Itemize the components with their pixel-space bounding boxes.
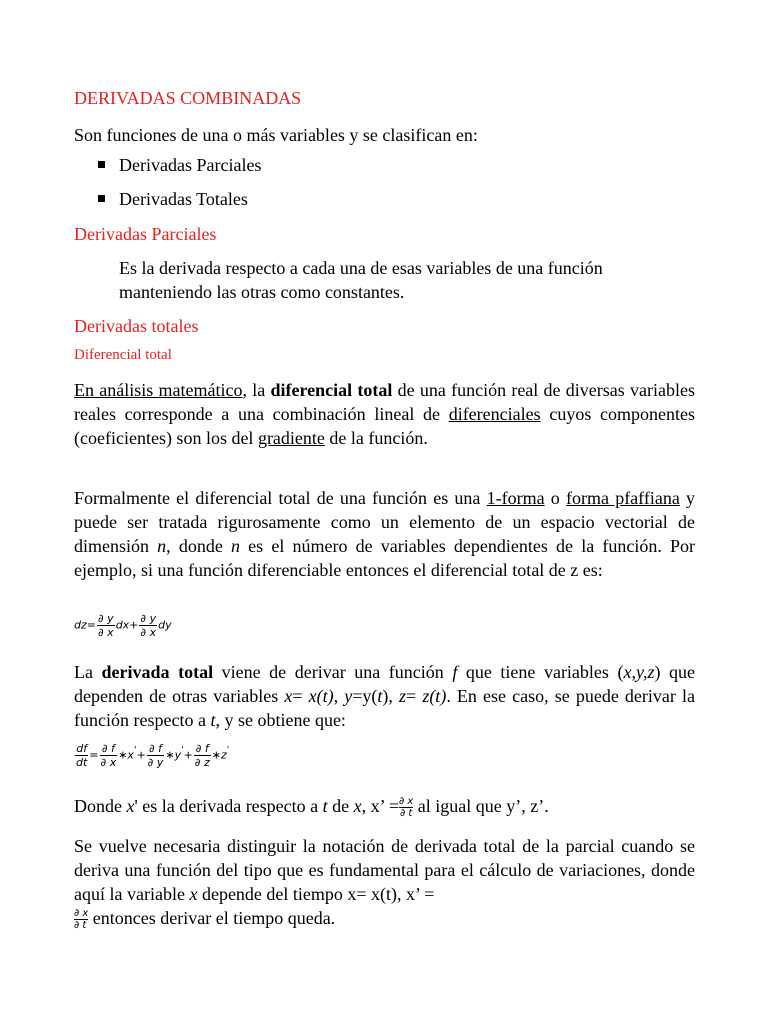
text-run: , y se obtiene que: — [215, 710, 346, 730]
text-run: Formalmente el diferencial total de una función es una — [74, 488, 487, 508]
paragraph-formalmente — [74, 486, 695, 582]
bullet-item — [98, 187, 248, 211]
link-forma-pfaffiana[interactable]: forma pfaffiana — [566, 488, 680, 508]
bold-term: derivada total — [101, 662, 214, 682]
paragraph-se-vuelve — [74, 834, 695, 931]
math-var: n — [231, 536, 240, 556]
text-run: , la — [242, 380, 271, 400]
frac-num: df — [76, 742, 88, 755]
math-var: x — [126, 796, 135, 816]
text-run: Se vuelve necesaria distinguir la notación de derivada total de la parcial cuando se deriva una función del tipo que es fundamental para el cálculo de variaciones, donde aquí la variable — [74, 836, 695, 904]
eq-fraction — [75, 742, 88, 769]
frac-num: ∂ x — [74, 908, 89, 920]
frac-num: ∂ f — [195, 742, 209, 755]
text-run: . En ese caso, se puede derivar la función respecto a — [74, 686, 695, 730]
text-run: ' es la derivada respecto a — [134, 796, 323, 816]
eq-term: ∗y — [165, 748, 182, 762]
math-var: x — [353, 796, 362, 816]
intro-text: Son funciones de una o más variables y se clasifican en: — [74, 125, 478, 145]
frac-num: ∂ f — [100, 742, 118, 756]
link-gradiente[interactable]: gradiente — [257, 428, 325, 448]
math-var: x — [284, 686, 293, 706]
equation-df-dt — [74, 742, 229, 769]
text-run: cuyos componentes (coeficientes) son los del — [74, 404, 695, 448]
text-run: , donde — [166, 536, 231, 556]
text-run: al igual que y’, z’. — [413, 796, 549, 816]
math-var: z — [399, 686, 407, 706]
link-1-forma[interactable]: 1-forma — [486, 488, 545, 508]
text-run: , — [333, 686, 345, 706]
frac-num: ∂ f — [147, 742, 165, 756]
inline-fraction — [74, 908, 88, 931]
bold-term: diferencial total — [270, 380, 393, 400]
frac-den: ∂ x — [140, 626, 157, 639]
text-run: es el número de variables dependientes de la función. Por ejemplo, si una función diferenciable entonces el diferencial total de z es: — [74, 536, 696, 580]
bullet-label: Derivadas Totales — [119, 189, 248, 209]
text-run: , x’ = — [361, 796, 399, 816]
section-heading-parciales: Derivadas Parciales — [74, 224, 217, 244]
math-var: t — [377, 686, 383, 706]
bullet-label: Derivadas Parciales — [119, 155, 262, 175]
frac-den: ∂ t — [74, 920, 87, 932]
eq-sign: + — [136, 748, 146, 762]
eq-fraction — [97, 612, 115, 639]
eq-prime: ' — [133, 745, 137, 756]
text-run: viene de derivar una función — [213, 662, 453, 682]
math-var: z(t) — [422, 686, 447, 706]
eq-prime: ' — [181, 745, 184, 756]
eq-prime: ' — [226, 745, 230, 756]
text-run: = — [406, 686, 423, 706]
inline-fraction — [399, 796, 413, 819]
text-run: entonces derivar el tiempo queda. — [88, 908, 336, 928]
math-var: t — [210, 710, 216, 730]
text-run: Donde — [74, 796, 127, 816]
eq-term: dy — [158, 618, 172, 632]
eq-sign: = — [89, 748, 99, 762]
math-var: t — [322, 796, 328, 816]
math-var: n — [157, 536, 167, 556]
eq-fraction — [139, 612, 157, 639]
text-run: ), — [382, 686, 400, 706]
paragraph-diferencial — [74, 378, 695, 450]
paragraph-donde — [74, 794, 695, 819]
eq-term: ∗z — [211, 748, 227, 762]
math-var: x(t) — [308, 686, 334, 706]
bullet-item — [98, 153, 261, 177]
frac-den: ∂ y — [147, 756, 164, 769]
eq-fraction — [194, 742, 211, 769]
parciales-body: Es la derivada respecto a cada una de esas variables de una función manteniendo las otras como constantes. — [119, 258, 603, 302]
text-run: La — [74, 662, 102, 682]
subheading-diferencial-total: Diferencial total — [74, 347, 172, 363]
eq-sign: + — [183, 748, 193, 762]
math-var: y — [344, 686, 353, 706]
text-run: ) que dependen de otras variables — [74, 662, 696, 706]
text-run: depende del tiempo x= x(t), x’ = — [197, 884, 435, 904]
text-run: o — [544, 488, 567, 508]
page-title: DERIVADAS COMBINADAS — [74, 88, 302, 108]
eq-fraction — [147, 742, 165, 769]
frac-num: ∂ x — [398, 796, 414, 808]
paragraph-derivada-total — [74, 660, 695, 732]
frac-den: ∂ z — [194, 756, 210, 769]
eq-fraction — [100, 742, 118, 769]
section-heading-totales: Derivadas totales — [74, 316, 199, 336]
text-run: y puede ser tratada rigurosamente como un elemento de un espacio vectorial de dimensión — [74, 488, 696, 556]
frac-den: ∂ t — [399, 808, 413, 820]
math-var: x — [189, 884, 198, 904]
math-var: x,y,z — [623, 662, 655, 682]
frac-den: ∂ x — [100, 756, 117, 769]
frac-num: ∂ y — [97, 612, 114, 625]
bullet-square-icon — [98, 161, 105, 168]
text-run: de — [327, 796, 354, 816]
link-diferenciales[interactable]: diferenciales — [448, 404, 541, 424]
frac-num: ∂ y — [140, 612, 157, 625]
frac-den: ∂ x — [97, 626, 114, 639]
eq-term: dx+ — [115, 618, 139, 632]
eq-lhs: dz= — [74, 618, 96, 632]
math-var: f — [452, 662, 458, 682]
text-run: que tiene variables ( — [457, 662, 624, 682]
text-run: = — [292, 686, 309, 706]
text-run: de la función. — [324, 428, 428, 448]
link-analisis-matematico[interactable]: En análisis matemático — [74, 380, 243, 400]
eq-term: ∗x — [118, 748, 134, 762]
frac-den: dt — [76, 756, 88, 769]
equation-dz — [74, 612, 172, 639]
bullet-square-icon — [98, 195, 105, 202]
text-run: de una función real de diversas variables reales corresponde a una combinación lineal de — [74, 380, 695, 424]
text-run: =y( — [352, 686, 378, 706]
